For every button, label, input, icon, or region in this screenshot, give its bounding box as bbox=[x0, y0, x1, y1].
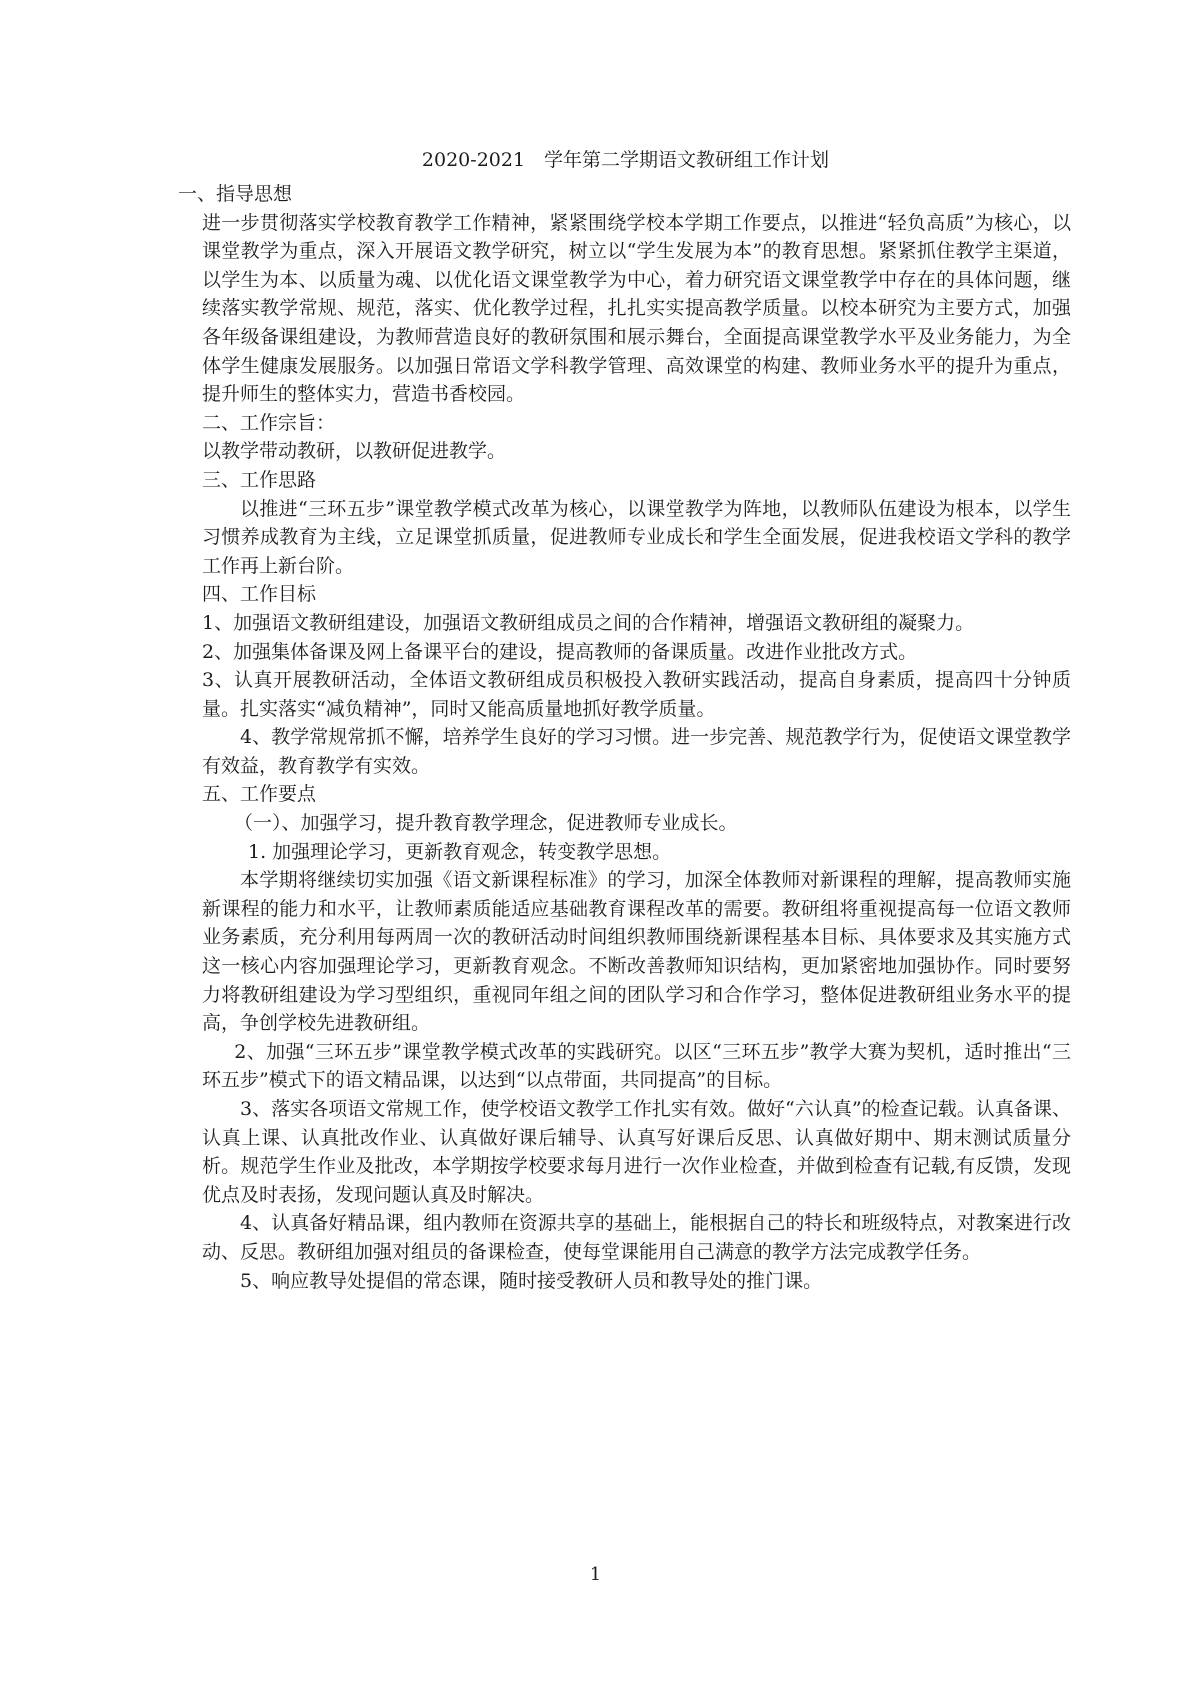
paragraph: 本学期将继续切实加强《语文新课程标准》的学习，加深全体教师对新课程的理解，提高教师实施新课程的能力和水平，让教师素质能适应基础教育课程改革的需要。教研组将重视提高每一位语文教师业务素质，充分利用每两周一次的教研活动时间组织教师围绕新课程基本目标、具体要求及其实施方式这一核心内容加强理论学习，更新教育观念。不断改善教师知识结构，更加紧密地加强协作。同时要努力将教研组建设为学习型组织，重视同年组之间的团队学习和合作学习，整体促进教研组业务水平的提高，争创学校先进教研组。 bbox=[202, 869, 1071, 1035]
paragraph: 2、加强集体备课及网上备课平台的建设，提高教师的备课质量。改进作业批改方式。 bbox=[202, 640, 918, 663]
paragraph: 4、教学常规常抓不懈，培养学生良好的学习习惯。进一步完善、规范教学行为，促使语文课堂教学有效益，教育教学有实效。 bbox=[202, 726, 1071, 777]
paragraph: 3、落实各项语文常规工作，使学校语文教学工作扎实有效。做好“六认真”的检查记载。认真备课、认真上课、认真批改作业、认真做好课后辅导、认真写好课后反思、认真做好期中、期末测试质量分析。规范学生作业及批改，本学期按学校要求每月进行一次作业检查，并做到检查有记载,有反馈，发现优点及时表扬，发现问题认真及时解决。 bbox=[202, 1098, 1071, 1206]
section-heading: 三、工作思路 bbox=[202, 468, 317, 491]
paragraph: 1. 加强理论学习，更新教育观念，转变教学思想。 bbox=[248, 840, 672, 863]
paragraph: 进一步贯彻落实学校教育教学工作精神，紧紧围绕学校本学期工作要点，以推进“轻负高质”为核心，以课堂教学为重点，深入开展语文教学研究，树立以“学生发展为本”的教育思想。紧紧抓住教学主渠道，以学生为本、以质量为魂、以优化语文课堂教学为中心，着力研究语文课堂教学中存在的具体问题，继续落实教学常规、规范，落实、优化教学过程，扎扎实实提高教学质量。以校本研究为主要方式，加强各年级备课组建设，为教师营造良好的教研氛围和展示舞台，全面提高课堂教学水平及业务能力，为全体学生健康发展服务。以加强日常语文学科教学管理、高效课堂的构建、教师业务水平的提升为重点，提升师生的整体实力，营造书香校园。 bbox=[202, 211, 1071, 406]
paragraph: 以教学带动教研，以教研促进教学。 bbox=[202, 440, 507, 463]
page-number: 1 bbox=[589, 1564, 602, 1585]
document-title: 2020-2021 学年第二学期语文教研组工作计划 bbox=[421, 149, 830, 171]
section-heading: 五、工作要点 bbox=[202, 783, 317, 806]
section-heading: 一、指导思想 bbox=[178, 183, 293, 205]
section-heading: 二、工作宗旨： bbox=[202, 411, 336, 434]
section-heading: 四、工作目标 bbox=[202, 583, 317, 606]
paragraph: 2、加强“三环五步”课堂教学模式改革的实践研究。以区“三环五步”教学大赛为契机，适时推出“三环五步”模式下的语文精品课，以达到“以点带面，共同提高”的目标。 bbox=[202, 1040, 1071, 1092]
paragraph: 4、认真备好精品课，组内教师在资源共享的基础上，能根据自己的特长和班级特点，对教案进行改动、反思。教研组加强对组员的备课检查，使每堂课能用自己满意的教学方法完成教学任务。 bbox=[202, 1212, 1071, 1263]
paragraph: 3、认真开展教研活动，全体语文教研组成员积极投入教研实践活动，提高自身素质，提高四十分钟质量。扎实落实“减负精神”，同时又能高质量地抓好教学质量。 bbox=[202, 669, 1071, 720]
document-body bbox=[178, 180, 1071, 1295]
paragraph: 1、加强语文教研组建设，加强语文教研组成员之间的合作精神，增强语文教研组的凝聚力。 bbox=[202, 611, 975, 634]
paragraph: （一）、加强学习，提升教育教学理念，促进教师专业成长。 bbox=[234, 812, 738, 835]
paragraph: 5、响应教导处提倡的常态课，随时接受教研人员和教导处的推门课。 bbox=[240, 1269, 823, 1292]
paragraph: 以推进“三环五步”课堂教学模式改革为核心，以课堂教学为阵地，以教师队伍建设为根本，以学生习惯养成教育为主线，立足课堂抓质量，促进教师专业成长和学生全面发展，促进我校语文学科的教学工作再上新台阶。 bbox=[202, 497, 1071, 577]
